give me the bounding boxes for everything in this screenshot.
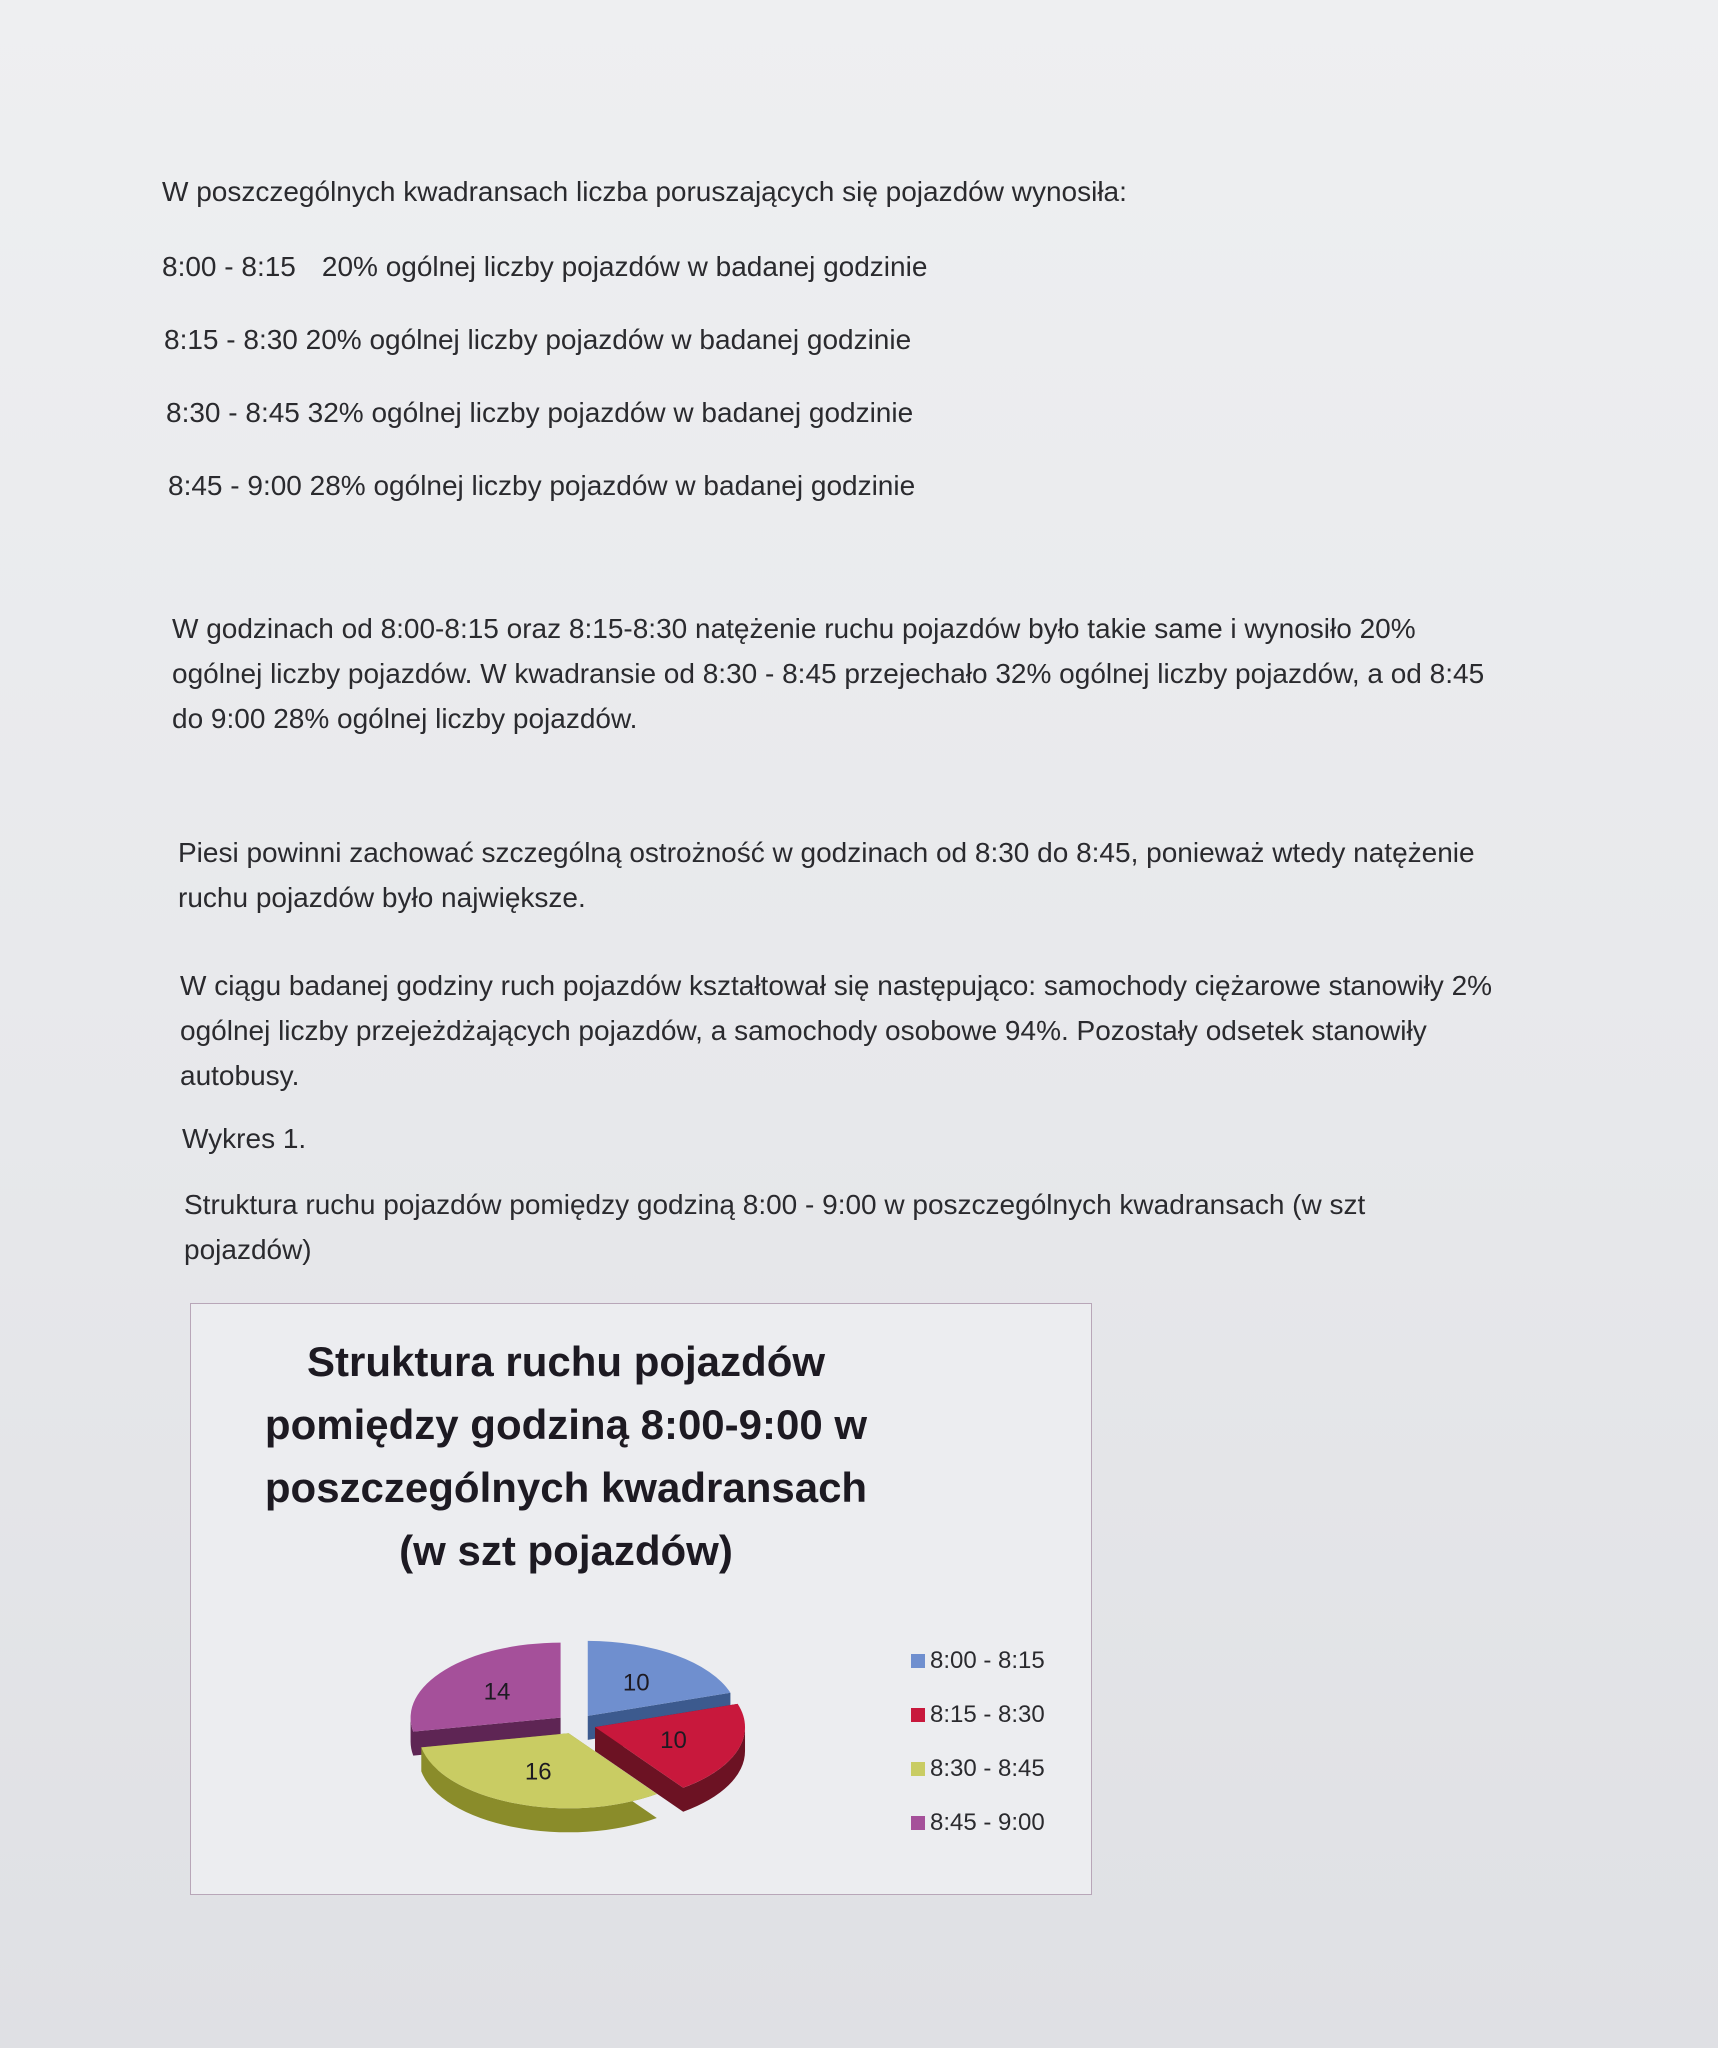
- legend-label: 8:30 - 8:45: [930, 1755, 1045, 1782]
- legend-item-3: [911, 1742, 1045, 1796]
- interval-text: 32% ogólnej liczby pojazdów w badanej godzinie: [307, 397, 914, 428]
- interval-time: 8:30 - 8:45: [166, 397, 300, 428]
- chart-title: Struktura ruchu pojazdów pomiędzy godziną 8:00-9:00 w poszczególnych kwadransach (w szt pojazdów): [264, 1338, 868, 1574]
- figure-caption: Struktura ruchu pojazdów pomiędzy godziną 8:00 - 9:00 w poszczególnych kwadransach (w szt pojazdów): [184, 1189, 1366, 1265]
- paragraph-vehicle-structure: W ciągu badanej godziny ruch pojazdów kształtował się następująco: samochody ciężarowe stanowiły 2% ogólnej liczby przejeżdżających pojazdów, a samochody osobowe 94%. Pozostały odsetek stanowiły autobusy.: [180, 970, 1493, 1091]
- interval-text: 20% ogólnej liczby pojazdów w badanej godzinie: [305, 324, 912, 355]
- intro-text: W poszczególnych kwadransach liczba poruszających się pojazdów wynosiła:: [162, 176, 1127, 207]
- legend-label: 8:00 - 8:15: [930, 1647, 1045, 1674]
- legend-label: 8:45 - 9:00: [930, 1809, 1045, 1836]
- legend-swatch: [911, 1762, 925, 1776]
- figure-label: Wykres 1.: [182, 1123, 307, 1154]
- legend-swatch: [911, 1816, 925, 1830]
- interval-line-1: [162, 245, 927, 289]
- paragraph-pedestrian-caution: Piesi powinni zachować szczególną ostrożność w godzinach od 8:30 do 8:45, ponieważ wtedy natężenie ruchu pojazdów było największe.: [178, 837, 1475, 913]
- pie-data-label-3: 16: [524, 1758, 552, 1786]
- pie-chart-frame: [190, 1303, 1092, 1895]
- chart-legend: [911, 1634, 1045, 1850]
- interval-time: 8:00 - 8:15: [162, 251, 296, 282]
- legend-item-1: [911, 1634, 1045, 1688]
- pie-data-label-4: 14: [483, 1678, 511, 1706]
- legend-item-4: [911, 1796, 1045, 1850]
- interval-time: 8:15 - 8:30: [164, 324, 298, 355]
- interval-time: 8:45 - 9:00: [168, 470, 302, 501]
- interval-text: 28% ogólnej liczby pojazdów w badanej godzinie: [309, 470, 916, 501]
- legend-swatch: [911, 1708, 925, 1722]
- legend-item-2: [911, 1688, 1045, 1742]
- pie-data-label-2: 10: [660, 1726, 687, 1754]
- legend-swatch: [911, 1654, 925, 1668]
- legend-label: 8:15 - 8:30: [930, 1701, 1045, 1728]
- pie-data-label-1: 10: [622, 1669, 650, 1697]
- pie-chart: [361, 1624, 881, 1874]
- interval-line-3: [166, 391, 913, 435]
- interval-text: 20% ogólnej liczby pojazdów w badanej godzinie: [321, 251, 928, 282]
- interval-line-2: [164, 318, 911, 362]
- interval-line-4: [168, 464, 915, 508]
- paragraph-traffic-intensity: W godzinach od 8:00-8:15 oraz 8:15-8:30 natężenie ruchu pojazdów było takie same i wynosiło 20% ogólnej liczby pojazdów. W kwadransie od 8:30 - 8:45 przejechało 32% ogólnej liczby pojazdów, a od 8:45 do 9:00 28% ogólnej liczby pojazdów.: [172, 613, 1485, 734]
